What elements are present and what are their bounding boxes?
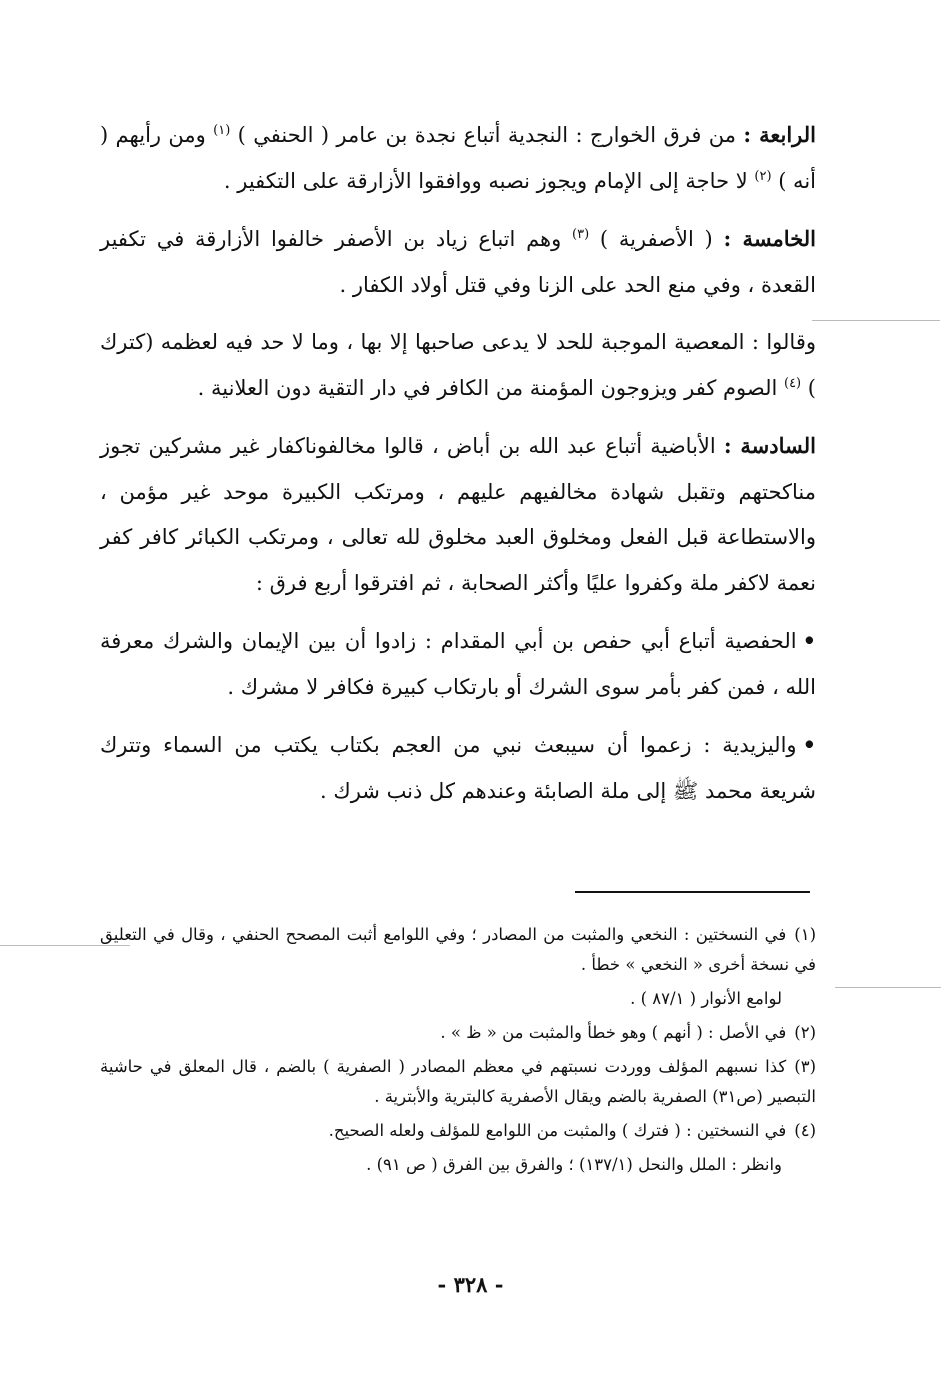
footnote-separator [575, 891, 810, 893]
footnote-continuation [100, 1150, 816, 1180]
bullet-icon: • [802, 628, 816, 653]
paragraph-yazidiyya [100, 722, 816, 814]
main-text [100, 112, 816, 826]
footnote-item [100, 1116, 816, 1146]
paragraph-lead: السادسة : [723, 433, 816, 458]
bullet-icon: • [802, 732, 816, 757]
footnote-ref: (٣) [572, 227, 590, 242]
scan-artifact-line [835, 987, 941, 988]
footnote-ref: (٤) [783, 375, 802, 391]
footnote-continuation [100, 984, 816, 1014]
footnote-text: في النسختين : ( فترك ) والمثبت من اللوامع للمؤلف ولعله الصحيح. [328, 1121, 787, 1140]
footnote-number: (٢) [794, 1023, 816, 1042]
scan-artifact-line [812, 320, 940, 321]
footnote-item [100, 920, 816, 980]
paragraph-text: من فرق الخوارج : النجدية أتباع نجدة بن عامر ( الحنفي ) [230, 123, 744, 147]
footnote-text: في الأصل : ( أنهم ) وهو خطأ والمثبت من « ظ » . [440, 1023, 787, 1042]
footnotes [100, 920, 816, 1184]
paragraph-sixth [100, 423, 816, 606]
footnote-text: كذا نسبهم المؤلف ووردت نسبتهم في معظم المصادر ( الصفرية ) بالضم ، قال المعلق في حاشية التبصير (ص٣١) الصفرية بالضم ويقال الأصفرية كالبترية والأبترية . [100, 1057, 816, 1106]
footnote-text: وانظر : الملل والنحل (١٣٧/١) ؛ والفرق بين الفرق ( ص ٩١) . [366, 1155, 782, 1174]
paragraph-text: الأباضية أتباع عبد الله بن أباض ، قالوا مخالفوناكفار غير مشركين تجوز مناكحتهم وتقبل شهادة مخالفيهم عليهم ، ومرتكب الكبيرة موحد غير مؤمن ، والاستطاعة قبل الفعل ومخلوق العبد مخلوق لله تعالى ، ومرتكب الكبائر كافر كفر نعمة لاكفر ملة وكفروا عليًا وأكثر الصحابة ، ثم افترقوا أربع فرق : [100, 434, 816, 595]
paragraph-text: ومن رأيهم ( أنه ) [100, 123, 816, 193]
paragraph-text: الصوم كفر ويزوجون المؤمنة من الكافر في دار التقية دون العلانية . [197, 375, 784, 400]
footnote-item [100, 1052, 816, 1112]
footnote-text: في النسختين : النخعي والمثبت من المصادر ؛ وفي اللوامع أثبت المصحح الحنفي ، وقال في التعليق في نسخة أخرى « النخعي » خطأ . [100, 925, 816, 974]
paragraph-hafsiyya [100, 618, 816, 710]
paragraph-lead: الرابعة : [743, 122, 817, 147]
footnote-number: (٤) [794, 1121, 816, 1140]
footnote-ref: (٢) [754, 168, 772, 184]
paragraph-text: لا حاجة إلى الإمام ويجوز نصبه ووافقوا الأزارقة على التكفير . [223, 168, 755, 193]
footnote-number: (١) [794, 925, 816, 944]
footnote-ref: (١) [213, 123, 231, 138]
paragraph-text: وهم اتباع زياد بن الأصفر خالفوا الأزارقة في تكفير القعدة ، وفي منع الحد على الزنا وفي قتل أولاد الكفار . [100, 227, 816, 297]
footnote-item [100, 1018, 816, 1048]
paragraph-fourth [100, 112, 816, 204]
footnote-text: لوامع الأنوار ( ٨٧/١ ) . [630, 989, 782, 1008]
paragraph-text: الحفصية أتباع أبي حفص بن أبي المقدام : زادوا أن بين الإيمان والشرك معرفة الله ، فمن كفر بأمر سوى الشرك أو بارتكاب كبيرة فكافر لا مشرك . [100, 629, 816, 699]
footnote-number: (٣) [794, 1057, 816, 1076]
paragraph-they-said [100, 320, 816, 411]
paragraph-lead: الخامسة : [723, 226, 816, 251]
paragraph-fifth [100, 216, 816, 308]
paragraph-text: واليزيدية : زعموا أن سيبعث نبي من العجم بكتاب يكتب من السماء وتترك شريعة محمد ﷺ إلى ملة الصابئة وعندهم كل ذنب شرك . [100, 733, 816, 803]
paragraph-text: وقالوا : المعصية الموجبة للحد لا يدعى صاحبها إلا بها ، وما لا حد فيه لعظمه (كترك ) [100, 330, 816, 400]
page-number: - ٣٢٨ - [437, 1272, 504, 1297]
paragraph-text: ( الأصفرية ) [589, 227, 724, 251]
